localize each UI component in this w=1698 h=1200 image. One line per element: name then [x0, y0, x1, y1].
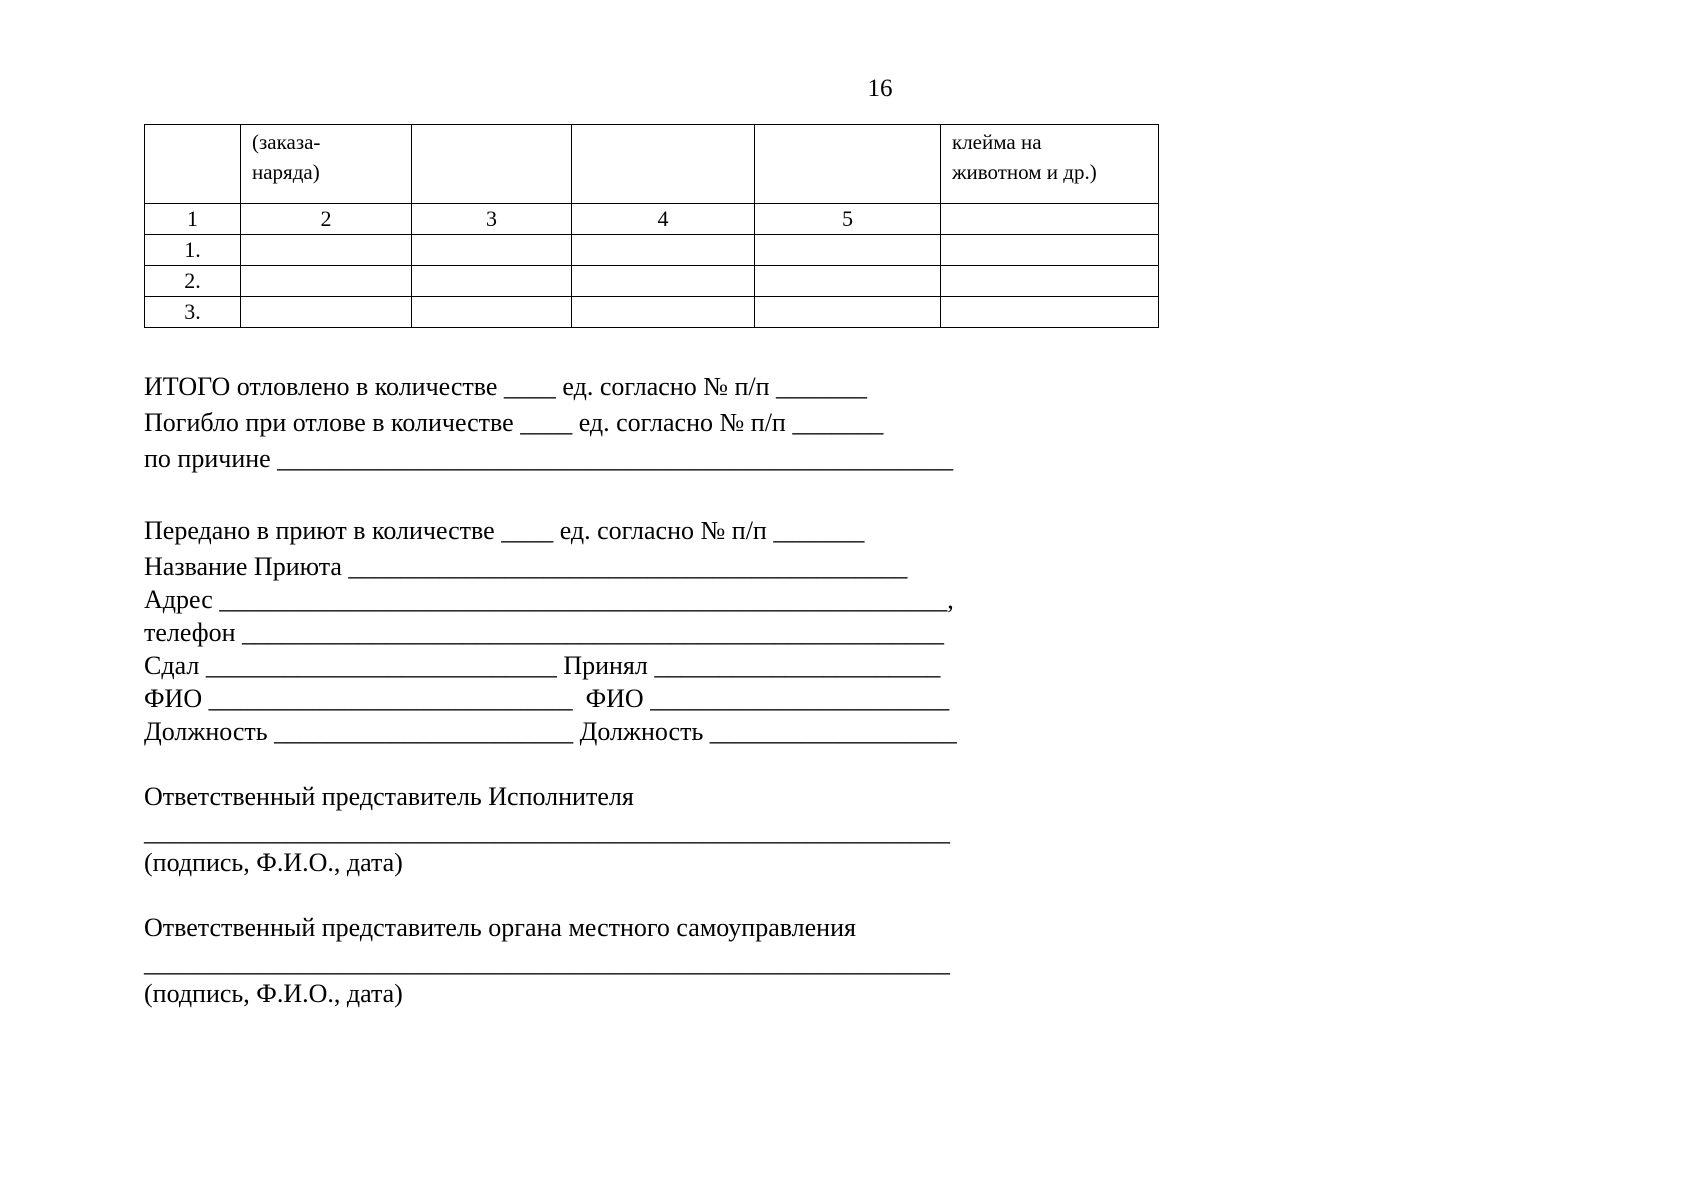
table-header-cell: (заказа- наряда) — [241, 125, 412, 204]
phone-line: телефон ______________________________________________________ — [144, 618, 944, 647]
row-number-cell: 3. — [145, 297, 241, 328]
table-header-cell — [755, 125, 941, 204]
total-caught-line: ИТОГО отловлено в количестве ____ ед. согласно № п/п _______ — [144, 372, 868, 401]
executor-signature-line: ______________________________________________________________ — [144, 817, 950, 846]
fio-line: ФИО ____________________________ ФИО _______________________ — [144, 684, 950, 713]
column-number-cell: 1 — [145, 204, 241, 235]
died-line: Погибло при отлове в количестве ____ ед. согласно № п/п _______ — [144, 408, 884, 437]
table-cell — [755, 266, 941, 297]
table-cell — [241, 266, 412, 297]
table-header-cell — [412, 125, 572, 204]
table-cell — [941, 297, 1159, 328]
table-cell — [572, 266, 755, 297]
table-cell — [572, 297, 755, 328]
column-number-cell: 4 — [572, 204, 755, 235]
table-header-cell — [145, 125, 241, 204]
transferred-line: Передано в приют в количестве ____ ед. согласно № п/п _______ — [144, 516, 865, 545]
local-authority-representative-label: Ответственный представитель органа местного самоуправления — [144, 913, 856, 942]
page-number: 16 — [867, 75, 893, 102]
table-column-number-row — [145, 204, 1159, 235]
reason-line: по причине ____________________________________________________ — [144, 444, 954, 473]
table-cell — [941, 266, 1159, 297]
column-number-cell: 5 — [755, 204, 941, 235]
table-row — [145, 235, 1159, 266]
table-header-row — [145, 125, 1159, 204]
registration-table — [144, 124, 1159, 328]
table-cell — [755, 235, 941, 266]
table-cell — [241, 235, 412, 266]
table-cell — [412, 235, 572, 266]
handed-received-line: Сдал ___________________________ Принял ______________________ — [144, 651, 941, 680]
executor-representative-label: Ответственный представитель Исполнителя — [144, 782, 634, 811]
table-cell — [941, 235, 1159, 266]
position-line: Должность _______________________ Должность ___________________ — [144, 717, 957, 746]
column-number-cell: 2 — [241, 204, 412, 235]
executor-signature-caption: (подпись, Ф.И.О., дата) — [144, 848, 403, 877]
row-number-cell: 2. — [145, 266, 241, 297]
shelter-name-line: Название Приюта ___________________________________________ — [144, 552, 908, 581]
local-authority-signature-line: ______________________________________________________________ — [144, 948, 950, 977]
column-number-cell: 3 — [412, 204, 572, 235]
table-cell — [572, 235, 755, 266]
local-authority-signature-caption: (подпись, Ф.И.О., дата) — [144, 979, 403, 1008]
column-number-cell — [941, 204, 1159, 235]
table-header-cell — [572, 125, 755, 204]
table-cell — [755, 297, 941, 328]
table-row — [145, 297, 1159, 328]
table-header-cell: клейма на животном и др.) — [941, 125, 1159, 204]
table-cell — [412, 266, 572, 297]
table-cell — [241, 297, 412, 328]
address-line: Адрес ________________________________________________________, — [144, 585, 954, 614]
row-number-cell: 1. — [145, 235, 241, 266]
table-row — [145, 266, 1159, 297]
table-cell — [412, 297, 572, 328]
